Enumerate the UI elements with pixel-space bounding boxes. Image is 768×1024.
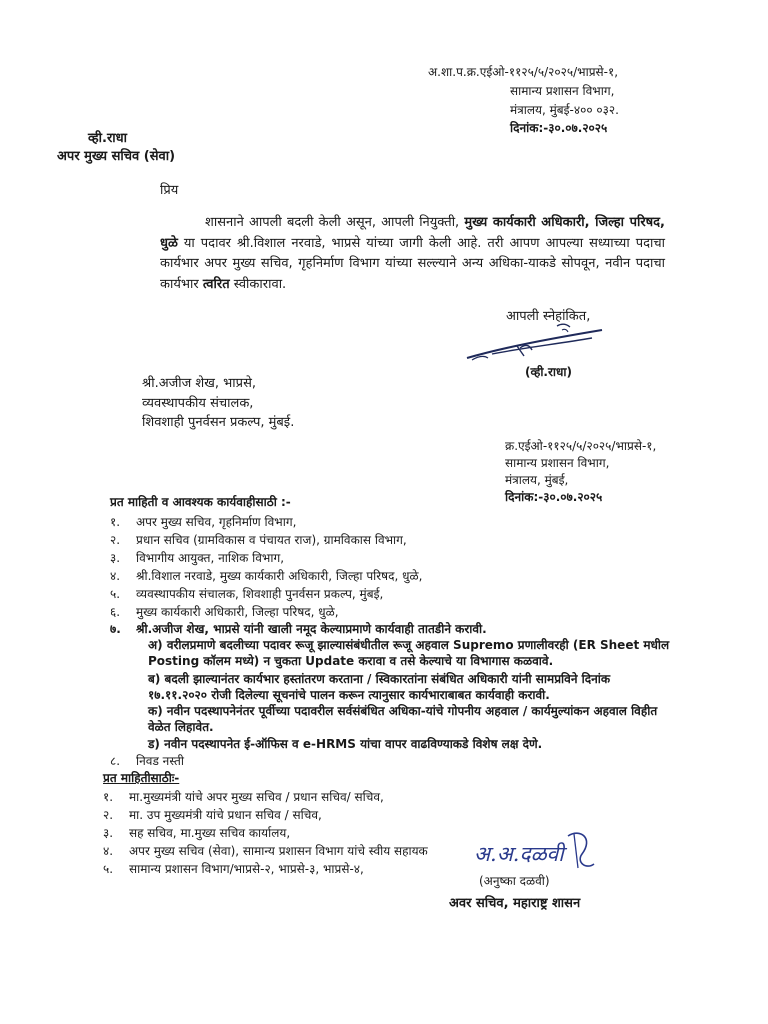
body-text-2: या पदावर श्री.विशाल नरवाडे, भाप्रसे यांच्या जागी केली आहे. तरी आपण आपल्या सध्याच्या पदाचा कार्यभार अपर मुख्य सचिव, गृहनिर्माण विभाग यांच्या सल्ल्याने अन्य अधिका-याकडे सोपवून, नवीन पदाचा कार्यभार [160,235,665,292]
second-reference-date: दिनांक:-३०.०७.२०२५ [505,490,603,504]
item-text: सामान्य प्रशासन विभाग/भाप्रसे-२, भाप्रसे-३, भाप्रसे-४, [129,862,364,876]
item-text: मा. उप मुख्यमंत्री यांचे प्रधान सचिव / सचिव, [129,808,322,822]
item-number: २. [110,533,121,547]
item-number: ५. [110,587,121,601]
signature-flourish [560,828,600,878]
sub-item-a-line-2: Posting कॉलम मध्ये) न चुकता Update करावा व तसे केल्याचे या विभागास कळवावे. [148,654,554,668]
item-text: मुख्य कार्यकारी अधिकारी, जिल्हा परिषद, धुळे, [136,605,339,619]
item-number: ४. [103,844,114,858]
item-number: २. [103,808,114,822]
item-text: विभागीय आयुक्त, नाशिक विभाग, [136,551,285,565]
item-text: श्री.विशाल नरवाडे, मुख्य कार्यकारी अधिकारी, जिल्हा परिषद, धुळे, [136,569,423,583]
copy-info-item [103,788,384,806]
body-text-1: शासनाने आपली बदली केली असून, आपली नियुक्ती, [205,215,465,230]
copy-action-item [110,585,383,603]
sub-item-label: ब) [148,672,161,686]
sub-item-text: वरीलप्रमाणे बदलीच्या पदावर रूजू झाल्यासंबंधीतील रूजू अहवाल Supremo प्रणालीवरही (ER Sheet मधील [166,638,670,652]
handwritten-signature-2: अ.अ.दळवी [474,842,564,866]
item-number: ५. [103,862,114,876]
sub-item-text: बदली झाल्यानंतर कार्यभार हस्तांतरण करताना / स्विकारतांना संबंधित अधिकारी यांनी सामप्रविने दिनांक [164,672,611,686]
item-text: अपर मुख्य सचिव (सेवा), सामान्य प्रशासन विभाग यांचे स्वीय सहायक [129,844,428,858]
reference-date: दिनांक:-३०.०७.२०२५ [510,121,608,135]
recipient-office: शिवशाही पुनर्वसन प्रकल्प, मुंबई. [142,415,295,430]
reference-number: अ.शा.प.क्र.एईओ-११२५/५/२०२५/भाप्रसे-१, [428,65,619,79]
copy-action-item [110,603,339,621]
item-number: १. [103,790,114,804]
sub-item-b-line-2: १७.११.२०२० रोजी दिलेल्या सूचनांचे पालन करून त्यानुसार कार्यभाराबाबत कार्यवाही करावी. [148,688,550,702]
body-text-3: स्वीकारावा. [229,276,287,292]
second-reference-department: सामान्य प्रशासन विभाग, [505,456,610,470]
sub-item-label: क) [148,704,163,718]
copy-action-item [110,531,407,549]
item-number: ८. [110,754,121,768]
item-text: निवड नस्ती [136,754,184,768]
item-text: अपर मुख्य सचिव, गृहनिर्माण विभाग, [136,515,297,529]
copy-info-heading: प्रत माहितीसाठीः- [103,771,180,785]
sub-item-label: अ) [148,638,163,652]
item-text: व्यवस्थापकीय संचालक, शिवशाही पुनर्वसन प्रकल्प, मुंबई, [136,587,384,601]
closing-signatory: (व्ही.राधा) [525,365,572,379]
copy-action-heading: प्रत माहिती व आवश्यक कार्यवाहीसाठी :- [110,495,291,509]
recipient-name: श्री.अजीज शेख, भाप्रसे, [142,376,256,391]
item-number: ७. [110,622,121,636]
item-number: ३. [103,826,114,840]
sub-item-c-line-1 [148,702,657,720]
reference-department: सामान्य प्रशासन विभाग, [510,84,615,98]
copy-action-item-8 [110,752,184,770]
recipient-designation: व्यवस्थापकीय संचालक, [142,396,254,411]
item-text: श्री.अजीज शेख, भाप्रसे यांनी खाली नमूद केल्याप्रमाणे कार्यवाही तातडीने करावी. [136,622,487,636]
body-paragraph [160,213,665,295]
copy-info-item [103,842,428,860]
copy-info-item [103,824,290,842]
sub-item-text: नवीन पदस्थापनेनंतर पूर्वीच्या पदावरील सर्वसंबंधित अधिका-यांचे गोपनीय अहवाल / कार्यमुल्यांकन अहवाल विहीत [166,704,658,718]
copy-info-item [103,806,322,824]
closing-text: आपली स्नेहांकित, [506,309,591,324]
sender-name: व्ही.राधा [88,131,128,146]
sub-item-text: नवीन पदस्थापनेत ई-ऑफिस व e-HRMS यांचा वापर वाढविण्याकडे विशेष लक्ष देणे. [164,737,543,751]
sub-item-d-line-1 [148,735,542,753]
copy-action-item [110,549,284,567]
copy-action-item [110,567,422,585]
item-text: मा.मुख्यमंत्री यांचे अपर मुख्य सचिव / प्रधान सचिव/ सचिव, [129,790,384,804]
item-number: १. [110,515,121,529]
body-bold-posting: मुख्य कार्यकारी अधिकारी, जिल्हा परिषद, धुळे [160,215,665,251]
second-reference-number: क्र.एईओ-११२५/५/२०२५/भाप्रसे-१, [505,439,657,453]
second-reference-address: मंत्रालय, मुंबई, [505,473,569,487]
copy-info-item [103,860,364,878]
item-number: ६. [110,605,121,619]
sender-designation: अपर मुख्य सचिव (सेवा) [57,149,176,164]
final-signatory-designation: अवर सचिव, महाराष्ट्र शासन [449,896,581,911]
final-signatory-name: (अनुष्का दळवी) [479,874,550,888]
reference-address: मंत्रालय, मुंबई-४०० ०३२. [510,103,619,117]
item-number: ४. [110,569,121,583]
item-text: सह सचिव, मा.मुख्य सचिव कार्यालय, [129,826,291,840]
sub-item-label: ड) [148,737,160,751]
salutation: प्रिय [160,183,179,198]
body-bold-urgent: त्वरित [202,276,230,292]
sub-item-c-line-2: वेळेत लिहावेत. [148,720,214,734]
item-text: प्रधान सचिव (ग्रामविकास व पंचायत राज), ग्रामविकास विभाग, [136,533,407,547]
item-number: ३. [110,551,121,565]
copy-action-item [110,513,296,531]
